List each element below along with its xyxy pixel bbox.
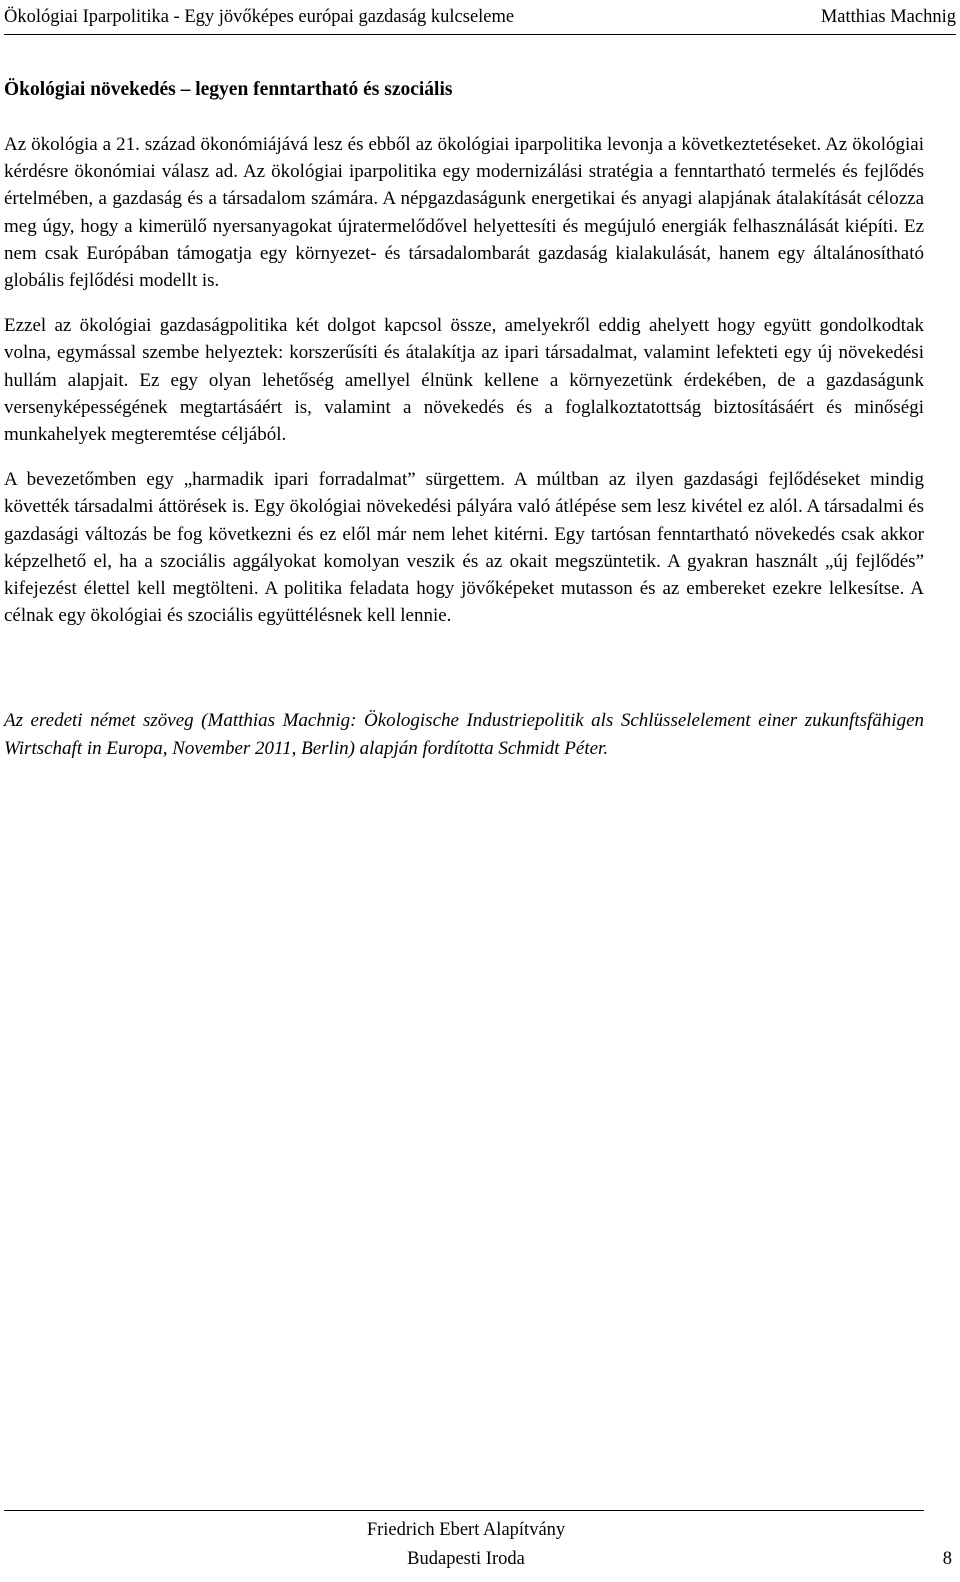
page-number: 8 [942, 1549, 952, 1569]
paragraph-1: Az ökológia a 21. század ökonómiájává lesz és ebből az ökológiai iparpolitika levonja a következtetéseket. Az ökológiai kérdésre ökonómiai válasz ad. Az ökológiai iparpolitika egy modernizálási stratégia a fenntartható termelés és fejlődés értelmében, a gazdaság és a társadalom számára. A népgazdaságunk energetikai és anyagi alapjának átalakítását célozza meg úgy, hogy a kimerülő nyersanyagokat újratermelődővel helyettesíti és megújuló energiák felhasználását kiépíti. Ez nem csak Európában támogatja egy környezet- és társadalombarát gazdaság kialakulását, hanem egy általánosítható globális fejlődési modellt is. [4, 134, 924, 292]
paragraph-2: Ezzel az ökológiai gazdaságpolitika két dolgot kapcsol össze, amelyekről eddig ahelyett hogy együtt gondolkodtak volna, egymással szembe helyeztek: korszerűsíti és átalakítja az ipari társadalmat, valamint lefekteti egy új növekedési hullám alapjait. Ez egy olyan lehetőség amellyel élnünk kellene a környezetünk érdekében, de a gazdaságunk versenyképességének megtartásáért is, valamint a növekedés és a foglalkoztatottság biztosításáért és minőségi munkahelyek megteremtése céljából. [4, 315, 924, 446]
page-header [4, 4, 956, 35]
translation-note: Az eredeti német szöveg (Matthias Machnig: Ökologische Industriepolitik als Schlüsselelement einer zukunftsfähigen Wirtschaft in Europa, November 2011, Berlin) alapján fordította Schmidt Péter. [4, 710, 924, 759]
paragraph-3: A bevezetőmben egy „harmadik ipari forradalmat” sürgettem. A múltban az ilyen gazdasági fejlődéseket mindig követték társadalmi áttörések is. Egy ökológiai növekedési pályára való átlépése sem lesz kivétel ez alól. A társadalmi és gazdasági változás be fog következni és ez elől már nem lehet kitérni. Egy tartósan fenntartható növekedés csak akkor képzelhető el, ha a szociális aggályokat komolyan veszik és az okait megszüntetik. A gyakran használt „új fejlődés” kifejezést élettel kell megtölteni. A politika feladata hogy jövőképeket mutasson és az embereket ezekre lelkesítse. A célnak egy ökológiai és szociális együttélésnek kell lennie. [4, 469, 924, 627]
footer-organization: Friedrich Ebert Alapítvány [366, 1520, 566, 1540]
section-heading: Ökológiai növekedés – legyen fenntartható és szociális [4, 79, 453, 100]
document-author: Matthias Machnig [820, 7, 956, 27]
footer-divider [4, 1510, 924, 1511]
main-content [4, 70, 924, 762]
footer-office: Budapesti Iroda [407, 1549, 525, 1569]
document-title: Ökológiai Iparpolitika - Egy jövőképes európai gazdaság kulcseleme [4, 7, 515, 27]
